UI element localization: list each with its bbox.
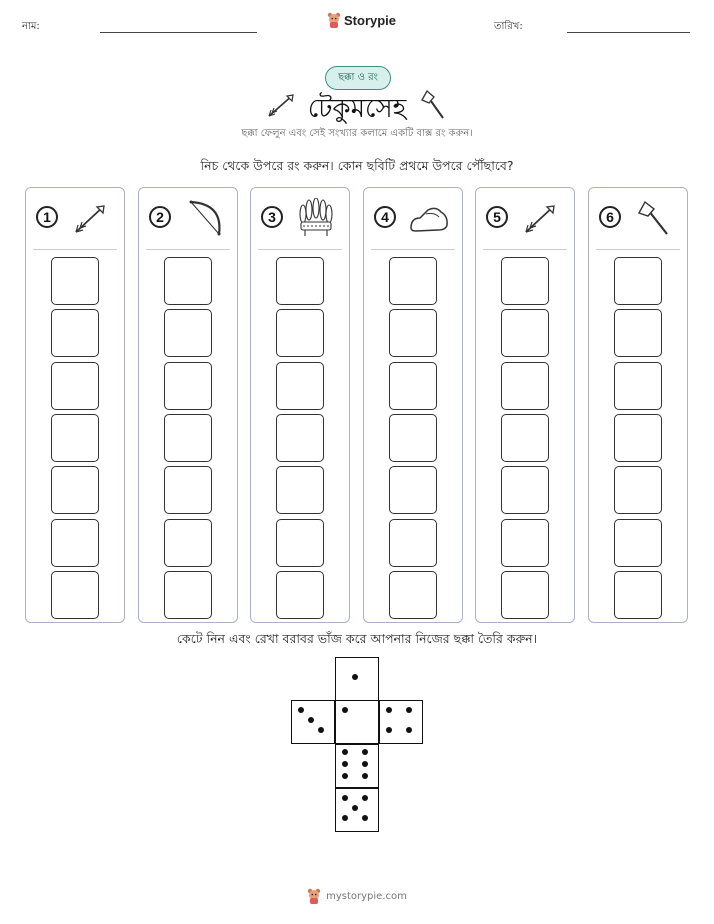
color-box[interactable]: [389, 309, 437, 357]
brand-name: Storypie: [344, 12, 397, 28]
column-6: [588, 187, 688, 623]
color-box[interactable]: [164, 414, 212, 462]
color-box[interactable]: [614, 571, 662, 619]
instruction: নিচ থেকে উপরে রং করুন। কোন ছবিটি প্রথমে উপরে পৌঁছাবে?: [200, 158, 514, 173]
column-3: [250, 187, 350, 623]
color-box[interactable]: [51, 519, 99, 567]
color-box[interactable]: [164, 362, 212, 410]
column-5: [475, 187, 575, 623]
color-box[interactable]: [389, 362, 437, 410]
die-pip: [352, 805, 358, 811]
die-pip: [386, 707, 392, 713]
die-face-3: [291, 700, 335, 744]
column-header: [26, 188, 124, 250]
column-number: 1: [36, 206, 58, 228]
column-header: [364, 188, 462, 250]
color-box[interactable]: [614, 519, 662, 567]
bow-icon: [183, 198, 225, 238]
arrow-icon: [520, 198, 562, 238]
die-face-5: [335, 788, 379, 832]
color-box[interactable]: [276, 257, 324, 305]
color-box[interactable]: [164, 571, 212, 619]
name-label: নাম:: [22, 21, 40, 32]
color-box[interactable]: [389, 466, 437, 514]
die-pip: [342, 815, 348, 821]
color-box[interactable]: [614, 466, 662, 514]
color-box[interactable]: [51, 257, 99, 305]
color-box[interactable]: [501, 466, 549, 514]
color-box[interactable]: [501, 571, 549, 619]
color-box[interactable]: [276, 571, 324, 619]
color-box[interactable]: [614, 309, 662, 357]
die-pip: [342, 707, 348, 713]
color-box[interactable]: [614, 414, 662, 462]
color-box[interactable]: [276, 309, 324, 357]
subtitle: ছক্কা ফেলুন এবং সেই সংখ্যার কলামে একটি বাক্স রং করুন।: [241, 128, 473, 139]
die-pip: [362, 761, 368, 767]
color-box[interactable]: [501, 414, 549, 462]
color-box[interactable]: [614, 362, 662, 410]
column-header: [139, 188, 237, 250]
column-number: 3: [261, 206, 283, 228]
die-pip: [308, 717, 314, 723]
color-box[interactable]: [51, 309, 99, 357]
die-pip: [362, 795, 368, 801]
die-pip: [406, 727, 412, 733]
color-box[interactable]: [164, 257, 212, 305]
color-box[interactable]: [164, 309, 212, 357]
axe-icon: [633, 198, 675, 238]
column-2: [138, 187, 238, 623]
arrow-icon: [70, 198, 112, 238]
column-divider: [33, 249, 117, 250]
column-1: [25, 187, 125, 623]
column-header: [589, 188, 687, 250]
column-divider: [596, 249, 680, 250]
color-box[interactable]: [276, 519, 324, 567]
color-box[interactable]: [51, 414, 99, 462]
color-box[interactable]: [51, 362, 99, 410]
name-line[interactable]: [100, 32, 257, 33]
color-box[interactable]: [501, 309, 549, 357]
color-box[interactable]: [501, 519, 549, 567]
date-line[interactable]: [567, 32, 690, 33]
column-number: 2: [149, 206, 171, 228]
bear-logo-icon: [307, 888, 321, 904]
headdress-icon: [295, 198, 337, 238]
color-box[interactable]: [51, 571, 99, 619]
footer: [0, 888, 714, 904]
bear-logo-icon: [327, 12, 341, 28]
color-box[interactable]: [389, 414, 437, 462]
die-pip: [386, 727, 392, 733]
color-box[interactable]: [389, 519, 437, 567]
column-number: 5: [486, 206, 508, 228]
die-pip: [342, 749, 348, 755]
column-divider: [371, 249, 455, 250]
die-pip: [342, 761, 348, 767]
color-box[interactable]: [614, 257, 662, 305]
cut-instruction: কেটে নিন এবং রেখা বরাবর ভাঁজ করে আপনার নিজের ছক্কা তৈরি করুন।: [176, 631, 538, 646]
color-box[interactable]: [276, 362, 324, 410]
column-number: 4: [374, 206, 396, 228]
die-face-1: [335, 657, 379, 701]
die-pip: [318, 727, 324, 733]
color-box[interactable]: [51, 466, 99, 514]
column-number: 6: [599, 206, 621, 228]
column-4: [363, 187, 463, 623]
die-pip: [362, 773, 368, 779]
column-divider: [258, 249, 342, 250]
column-header: [476, 188, 574, 250]
column-divider: [146, 249, 230, 250]
moccasin-icon: [408, 198, 450, 238]
color-box[interactable]: [164, 466, 212, 514]
die-pip: [362, 815, 368, 821]
die-pip: [362, 749, 368, 755]
color-box[interactable]: [164, 519, 212, 567]
die-pip: [406, 707, 412, 713]
axe-icon: [418, 88, 448, 122]
die-pip: [342, 795, 348, 801]
color-box[interactable]: [389, 257, 437, 305]
footer-url[interactable]: mystorypie.com: [326, 890, 407, 902]
color-box[interactable]: [276, 466, 324, 514]
die-pip: [298, 707, 304, 713]
column-header: [251, 188, 349, 250]
color-box[interactable]: [276, 414, 324, 462]
game-badge: ছক্কা ও রং: [325, 66, 391, 90]
die-pip: [342, 773, 348, 779]
page-title: টেকুমসেহ: [307, 94, 407, 124]
die-face-1: [335, 700, 379, 744]
color-box[interactable]: [389, 571, 437, 619]
column-divider: [483, 249, 567, 250]
color-box[interactable]: [501, 257, 549, 305]
date-label: তারিখ:: [494, 21, 523, 32]
storypie-logo: [327, 12, 396, 28]
die-face-4: [379, 700, 423, 744]
color-box[interactable]: [501, 362, 549, 410]
die-pip: [352, 674, 358, 680]
die-face-6: [335, 744, 379, 788]
